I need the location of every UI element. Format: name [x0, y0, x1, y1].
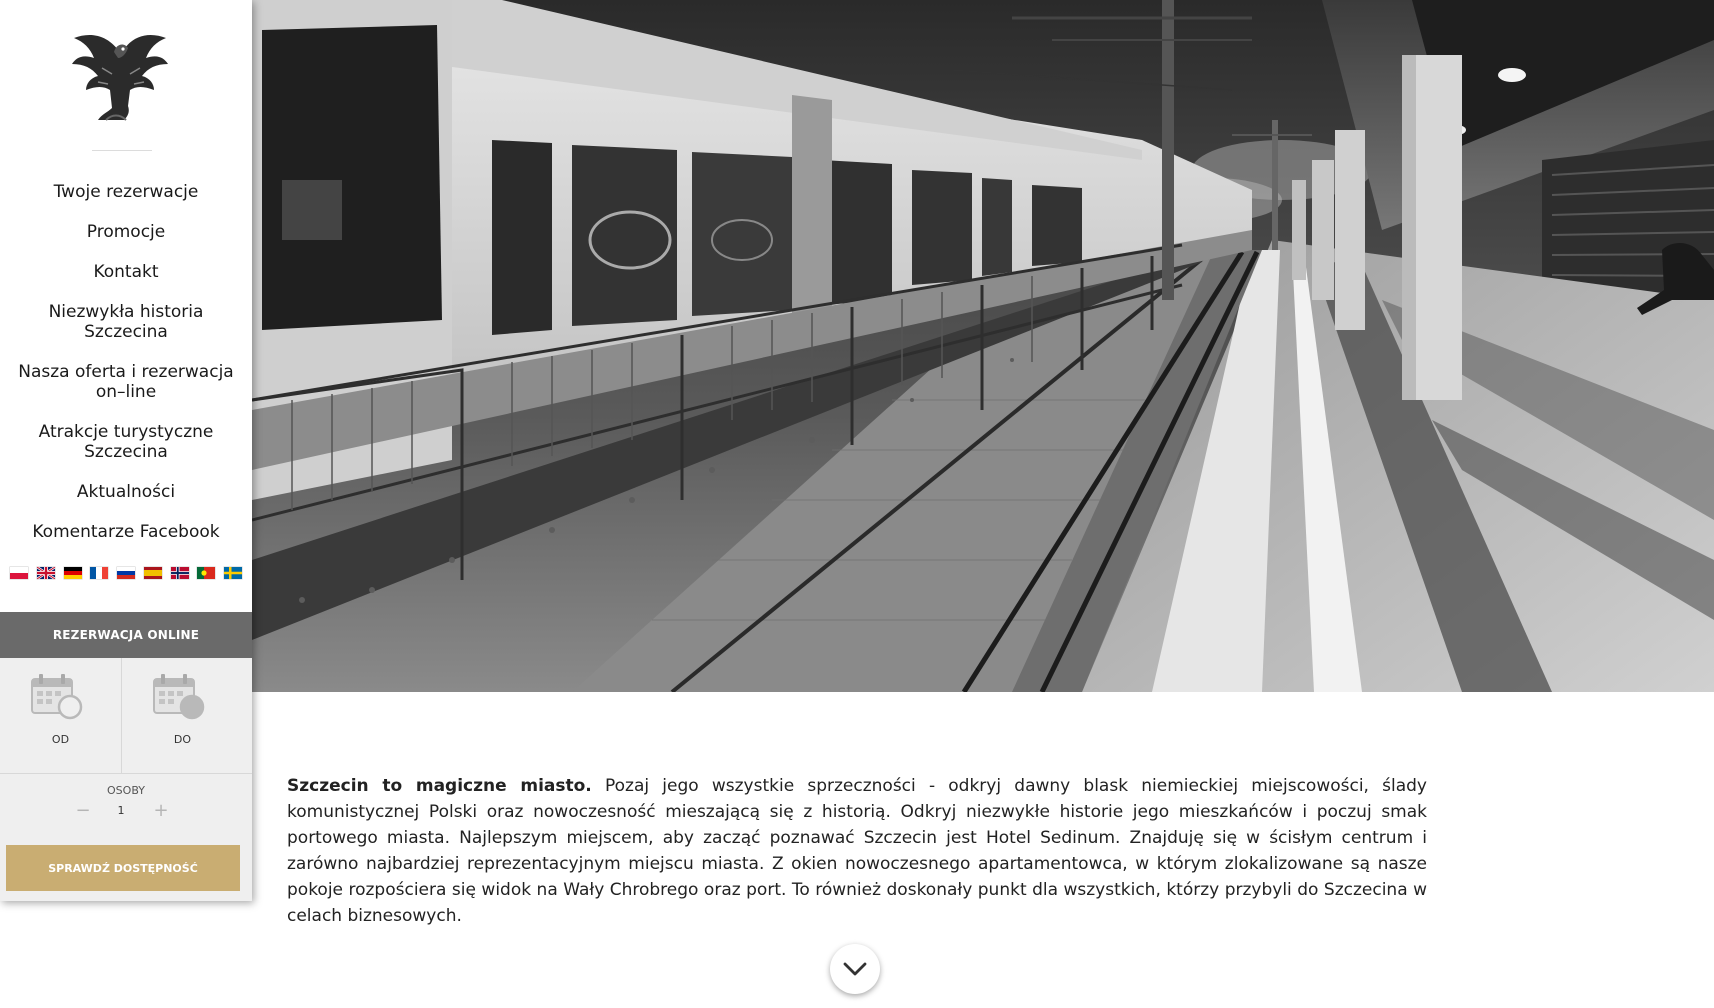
persons-increment-button[interactable]: + — [153, 800, 169, 821]
flag-no-icon[interactable] — [171, 567, 189, 579]
flag-pl-icon[interactable] — [10, 567, 28, 579]
flag-ru-icon[interactable] — [117, 567, 135, 579]
scroll-down-button[interactable] — [830, 944, 880, 994]
nav-item-reservations[interactable]: Twoje rezerwacje — [53, 182, 199, 202]
chevron-down-icon — [843, 960, 867, 978]
booking-title: REZERWACJA ONLINE — [0, 612, 252, 658]
booking-form — [0, 658, 252, 901]
intro-lead: Szczecin to magiczne miasto. — [287, 776, 592, 796]
persons-decrement-button[interactable]: − — [75, 800, 91, 821]
nav-item-contact[interactable]: Kontakt — [93, 262, 159, 282]
intro-body: Pozaj jego wszystkie sprzeczności - odkryj dawny blask niemieckiej miejscowości, ślady komunistycznej Polski oraz nowoczesność mieszającą się z historią. Odkryj niezwykłe historie jego mieszkańców i poczuj smak portowego miasta. Najlepszym miejscem, aby zacząć poznawać Szczecin jest Hotel Sedinum. Znajduję się w ścisłym centrum i zarówno najbardziej reprezentacyjnym miejscu miasta. Z okien nowoczesnego apartamentowca, w którym zlokalizowane są nasze pokoje rozpościera się widok na Wały Chrobrego oraz port. To również doskonały punkt dla wszystkich, którzy przybyli do Szczecina w celach biznesowych. — [287, 776, 1427, 926]
intro-paragraph — [287, 773, 1427, 929]
nav-item-facebook-comments[interactable]: Komentarze Facebook — [32, 522, 220, 542]
nav-item-attractions[interactable]: Atrakcje turystyczne Szczecina — [38, 422, 214, 462]
flag-fr-icon[interactable] — [90, 567, 108, 579]
griffin-logo-icon[interactable] — [68, 24, 174, 124]
nav-item-promotions[interactable]: Promocje — [86, 222, 166, 242]
flag-en-icon[interactable] — [37, 567, 55, 579]
language-switcher — [10, 566, 242, 580]
logo-divider — [92, 150, 152, 151]
date-from-label: OD — [51, 733, 70, 746]
sidebar — [0, 0, 252, 901]
date-to-label: DO — [173, 733, 192, 746]
calendar-icon — [152, 673, 206, 721]
persons-value[interactable]: 1 — [117, 804, 125, 817]
hero-image — [252, 0, 1714, 692]
nav-item-history[interactable]: Niezwykła historia Szczecina — [48, 302, 204, 342]
nav-item-offer[interactable]: Nasza oferta i rezerwacja on–line — [18, 362, 234, 402]
date-from-picker[interactable] — [0, 658, 121, 773]
flag-de-icon[interactable] — [64, 567, 82, 579]
flag-pt-icon[interactable] — [197, 567, 215, 579]
flag-se-icon[interactable] — [224, 567, 242, 579]
check-availability-button[interactable]: SPRAWDŹ DOSTĘPNOŚĆ — [6, 845, 240, 891]
nav-item-news[interactable]: Aktualności — [76, 482, 176, 502]
date-to-picker[interactable] — [122, 658, 243, 773]
persons-label: OSOBY — [107, 784, 145, 797]
booking-row-separator — [0, 773, 252, 774]
flag-es-icon[interactable] — [144, 567, 162, 579]
calendar-icon — [30, 673, 84, 721]
